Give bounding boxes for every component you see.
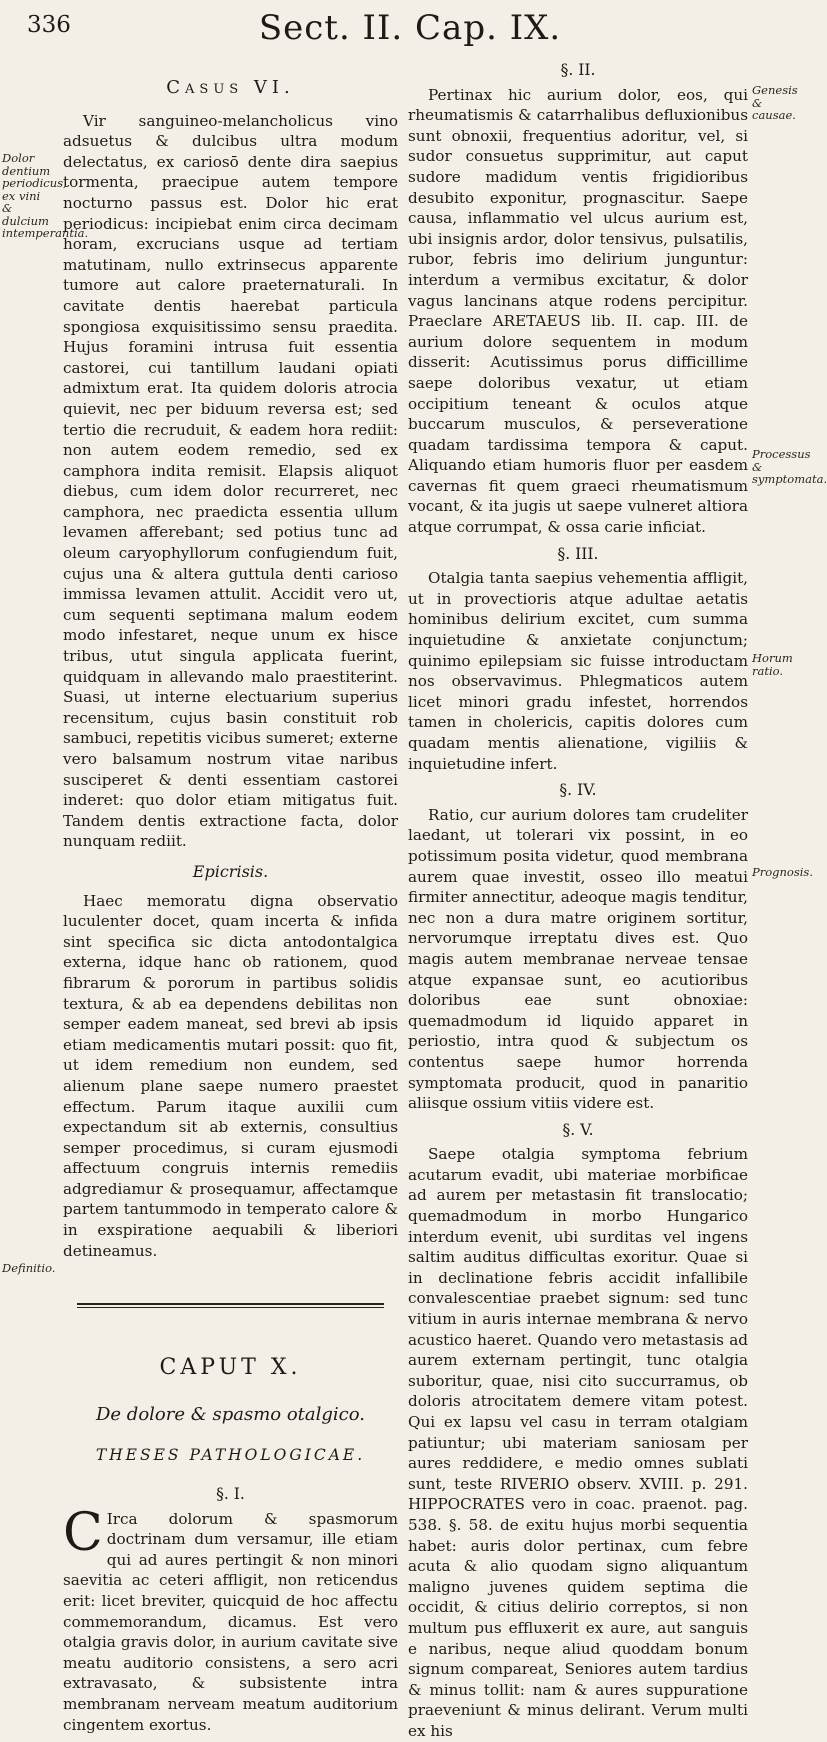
chapter-rule-bottom bbox=[77, 1307, 384, 1308]
section-mark-4: §. IV. bbox=[559, 781, 597, 800]
section-4-paragraph: Ratio, cur aurium dolores tam crudeliter laedant, ut tolerari vix possint, in eo potissimum posita videtur, quod membrana aurem quae investit, osseo illo meatui firmiter annectitur, adeoque magis tenditur, nec non a dura matre originem sortitur, nervorumque irreptatu dives est. Quo magis autem membranae nerveae tensae atque expansae sunt, eo acutioribus doloribus eae sunt obnoxiae: quemadmodum id liquido apparet in periostio, intra quod & subjectum os contentus saepe humor horrenda symptomata producit, quod in panaritio aliisque ossium vitiis videre est. bbox=[408, 805, 748, 1113]
margin-note-definitio: Definitio. bbox=[2, 1261, 56, 1275]
chapter-title: De dolore & spasmo otalgico. bbox=[96, 1403, 365, 1425]
section-3-paragraph: Otalgia tanta saepius vehementia affligit, ut in provectioris atque adultae aetatis hominibus delirium excitet, cum summa inquietudine & anxietate conjunctum; quinimo epilepsiam sic fuisse introductam nos observavimus. Phlegmaticos autem licet minori gradu infestet, horrendos tamen in cholericis, capitis dolores cum quadam mentis alienatione, vigiliis & inquietudine infert. bbox=[408, 569, 748, 773]
section-1-text: Irca dolorum & spasmorum doctrinam dum versamur, ille etiam qui ad aures pertingit & non minori saevitia ac ceteri affligit, non reticendus erit: licet breviter, quicquid de hoc affectu commemorandum, dicamus. Est vero otalgia gravis dolor, in aurium cavitate sive meatu auditorio consistens, a sero acri extravasato, & subsistente intra membranam nerveam meatum auditorium cingentem exortus. bbox=[63, 1509, 398, 1734]
running-head: Sect. II. Cap. IX. bbox=[258, 8, 562, 48]
margin-note-genesis: Genesis & causae. bbox=[752, 83, 798, 122]
section-2-paragraph: Pertinax hic aurium dolor, eos, qui rheumatismis & catarrhalibus defluxionibus sunt obnoxii, frequentius adoritur, vel, si sudor consuetus supprimitur, aut caput sudore madidum ventis frigidioribus desubito exponitur, prognascitur. Saepe causa, inflammatio vel ulcus aurium est, ubi insignis ardor, dolor tensivus, pulsatilis, rubor, febris imo delirium junguntur: interdum a vermibus excitatur, & dolor vagus lancinans atque rodens percipitur. Praeclare ARETAEUS lib. II. cap. III. de aurium dolore sequentem in modum disserit: Acutissimus porus difficillime saepe doloribus vexatur, ut etiam occipitium teneant & oculos atque buccarum musculos, & perseveratione quadam tardissima tempora & caput. Aliquando etiam humoris fluor per easdem cavernas fit quem graeci rheumatismum vocant, & ita jugis ut saepe vulneret altiora atque corrumpat, & ossa carie inficiat. bbox=[408, 85, 748, 537]
margin-note-horum-ratio: Horum ratio. bbox=[752, 651, 793, 678]
epicrisis-heading: Epicrisis. bbox=[192, 861, 269, 881]
section-mark-1: §. I. bbox=[216, 1485, 245, 1504]
section-mark-2: §. II. bbox=[560, 61, 596, 79]
epicrisis-paragraph: Haec memoratu digna observatio luculenter docet, quam incerta & infida sint specifica sic dicta antodontalgica externa, idque hanc ob rationem, quod fibrarum & pororum in partibus solidis textura, & ab ea dependens debilitas non semper eadem maneat, sed brevi ab ipsis etiam medicamentis mutari possit: quo fit, ut idem remedium non eundem, sed alienum plane saepe numero praestet effectum. Parum itaque auxilii cum expectandum sit ab externis, consultius semper procedimus, si curam ejusmodi affectuum congruis internis remediis adgrediamur & prosequamur, affectamque partem tantummodo in temperato calore & in exspiratione aequabili & liberiori detineamus. bbox=[63, 891, 398, 1260]
case-paragraph: Vir sanguineo-melancholicus vino adsuetus & dulcibus ultra modum delectatus, ex cariosō dente dira saepius tormenta, praecipue autem tempore nocturno passus est. Dolor hic erat periodicus: incipiebat enim circa decimam horam, excrucians usque ad tertiam matutinam, nullo extrinsecus apparente tumore aut calore praeternaturali. In cavitate dentis haerebat particula spongiosa exquisitissimo sensu praedita. Hujus foramini intrusa fuit essentia castorei, cui tantillum laudani opiati admixtum erat. Ita quidem doloris atrocia quievit, nec per biduum reversa est; sed tertio die recruduit, & eadem hora rediit: non autem eodem remedio, sed ex camphora indita remisit. Elapsis aliquot diebus, cum idem dolor recurreret, nec camphora, nec praedicta essentia ullum levamen afferebant; sed potius tunc ad oleum caryophyllorum confugiendum fuit, cujus una & altera guttula denti carioso immissa levamen attulit. Accidit vero ut, cum sequenti septimana malum eodem modo infestaret, neque unum ex hisce tribus, utut singula applicata fuerint, quidquam in allevando malo praestiterint. Suasi, ut interne electuarium superius recensitum, cujus basin constituit rob sambuci, repetitis vicibus sumeret; externe vero balsamum nostrum vitae naribus susciperet & denti essentiam castorei inderet: quo dolor etiam mitigatus fuit. Tandem dentis extractione facta, dolor nunquam rediit. bbox=[63, 111, 398, 851]
chapter-rule-top bbox=[77, 1303, 384, 1305]
section-mark-3: §. III. bbox=[557, 544, 599, 563]
theses-heading: THESES PATHOLOGICAE. bbox=[95, 1446, 366, 1465]
left-column bbox=[63, 60, 398, 1735]
chapter-heading: CAPUT X. bbox=[159, 1355, 302, 1381]
section-mark-5: §. V. bbox=[562, 1120, 594, 1139]
margin-note-prognosis: Prognosis. bbox=[752, 865, 813, 879]
margin-note-processus: Processus & symptomata. bbox=[752, 447, 827, 486]
right-column bbox=[408, 60, 748, 1742]
section-5-paragraph: Saepe otalgia symptoma febrium acutarum evadit, ubi materiae morbificae ad aurem per metastasin fit translocatio; quemadmodum in morbo Hungarico interdum evenit, ubi surditas vel ingens saltim auditus difficultas exoritur. Quae si in declinatione febris accidit infallibile convalescentiae praebet signum: sed tunc vitium in auris internae membrana & nervo acustico haeret. Quando vero metastasis ad aurem externam pertingit, tunc otalgia suboritur, quae, nisi cito succurramus, ob doloris atrocitatem demere vitam potest. Qui ex lapsu vel casu in terram otalgiam patiuntur; ubi materiam saniosam per aures reddidere, e medio omnes sublati sunt, teste RIVERIO observ. XVIII. p. 291. HIPPOCRATES vero in coac. praenot. pag. 538. §. 58. de exitu hujus morbi sequentia habet: auris dolor pertinax, cum febre acuta & alio quodam signo aliquantum maligno juvenes quidem septima die occidit, & citius delirio correptos, si non multum pus effluxerit ex aure, aut sanguis e naribus, neque aliud quoddam bonum signum compareat, Seniores autem tardius & minus tollit: nam & aures suppuratione praeveniunt & minus delirant. Verum multi ex his bbox=[408, 1145, 748, 1740]
page-header bbox=[0, 0, 800, 60]
drop-cap: C bbox=[63, 1502, 103, 1563]
section-1-paragraph bbox=[63, 1502, 398, 1736]
page-number: 336 bbox=[27, 12, 71, 38]
case-heading: Casus VI. bbox=[166, 77, 295, 98]
margin-note-dolor-dentium: Dolor dentium periodicus, ex vini & dulcium intemperantia. bbox=[2, 151, 89, 240]
